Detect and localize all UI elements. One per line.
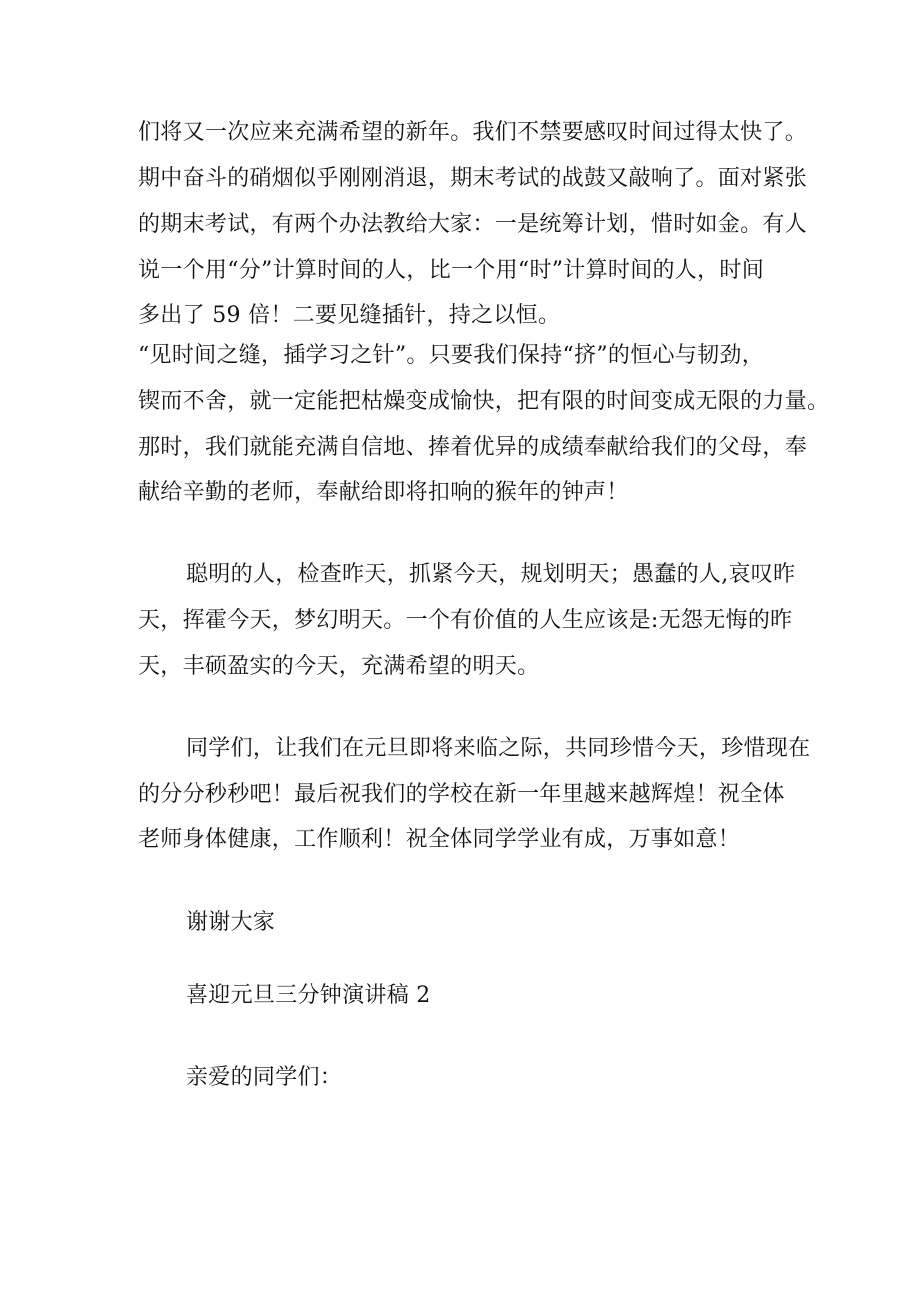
text-line: 献给辛勤的老师，奉献给即将扣响的猴年的钟声！	[138, 480, 629, 505]
text-line: 天，挥霍今天，梦幻明天。一个有价值的人生应该是:无怨无悔的昨	[138, 608, 793, 633]
text-line: 聪明的人，检查昨天，抓紧今天，规划明天；愚蠢的人,哀叹昨	[186, 562, 796, 587]
text-line: “见时间之缝，插学习之针”。只要我们保持“挤”的恒心与韧劲，	[138, 343, 764, 368]
text-line: 们将又一次应来充满希望的新年。我们不禁要感叹时间过得太快了。	[138, 120, 808, 145]
text-line: 的分分秒秒吧！最后祝我们的学校在新一年里越来越辉煌！祝全体	[138, 782, 785, 807]
text-line: 同学们，让我们在元旦即将来临之际，共同珍惜今天，珍惜现在	[186, 736, 811, 761]
text-line: 多出了 59 倍！二要见缝插针，持之以恒。	[138, 303, 561, 328]
section-heading: 喜迎元旦三分钟演讲稿 2	[186, 983, 431, 1008]
text-line: 锲而不舍，就一定能把枯燥变成愉快，把有限的时间变成无限的力量。	[138, 389, 830, 414]
thanks-line: 谢谢大家	[186, 910, 276, 935]
text-line: 那时，我们就能充满自信地、捧着优异的成绩奉献给我们的父母，奉	[138, 435, 808, 460]
text-line: 期中奋斗的硝烟似乎刚刚消退，期末考试的战鼓又敲响了。面对紧张	[138, 166, 808, 191]
salutation-line: 亲爱的同学们：	[186, 1065, 343, 1090]
text-line: 的期末考试，有两个办法教给大家：一是统筹计划，惜时如金。有人	[138, 212, 808, 237]
text-line: 天，丰硕盈实的今天，充满希望的明天。	[138, 654, 540, 679]
text-line: 老师身体健康，工作顺利！祝全体同学学业有成，万事如意！	[138, 827, 741, 852]
text-line: 说一个用“分”计算时间的人，比一个用“时”计算时间的人，时间	[138, 258, 764, 283]
